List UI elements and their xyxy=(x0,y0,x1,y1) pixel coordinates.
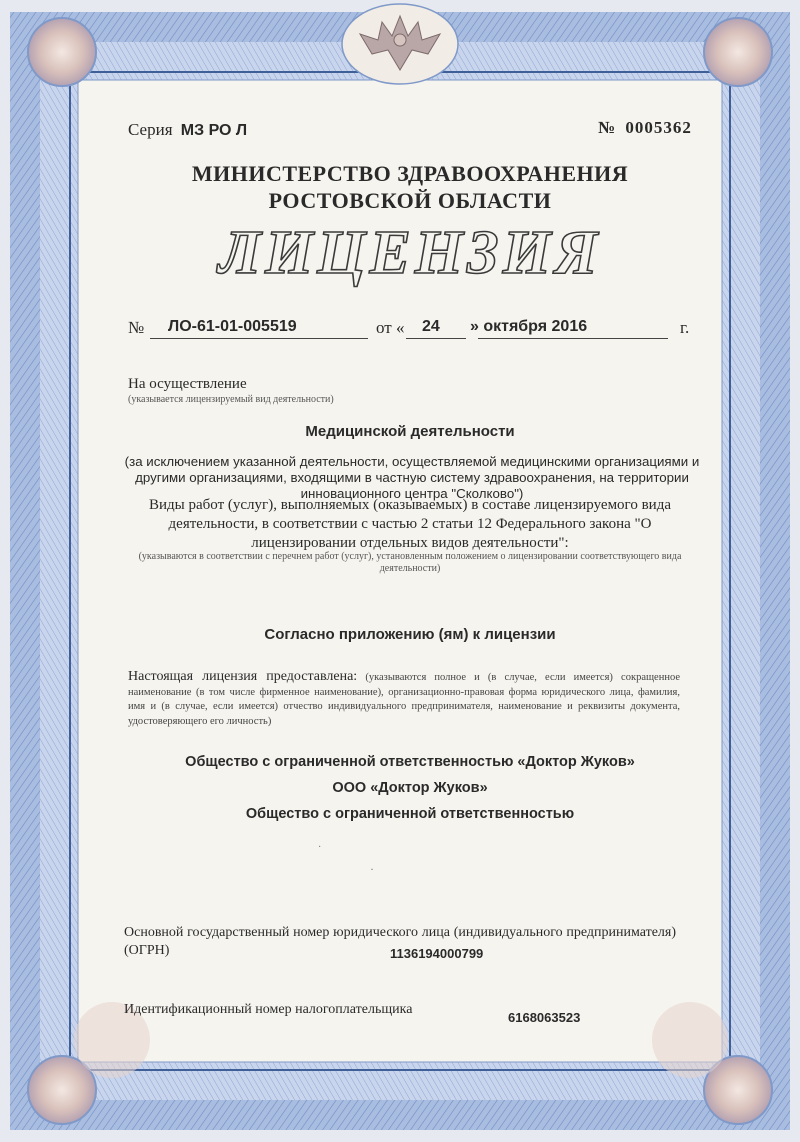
series-value: МЗ РО Л xyxy=(180,122,248,139)
date-month-year: » октября 2016 xyxy=(470,318,588,335)
inn-label: Идентификационный номер налогоплательщика xyxy=(124,1002,413,1017)
org-form: Общество с ограниченной ответственностью xyxy=(245,806,575,822)
stray-mark: · xyxy=(318,842,322,853)
ministry-line1: МИНИСТЕРСТВО ЗДРАВООХРАНЕНИЯ xyxy=(191,161,629,186)
ogrn-value: 1136194000799 xyxy=(390,946,484,961)
license-no-label: № xyxy=(128,318,145,337)
form-number-value: 0005362 xyxy=(625,118,692,137)
coat-of-arms-icon xyxy=(342,4,458,84)
org-full-name: Общество с ограниченной ответственностью «Доктор Жуков» xyxy=(185,754,635,770)
rosette-top-left xyxy=(28,18,96,86)
works-hint: (указываются в соответствии с перечнем работ (услуг), установленным положением о лицензировании соответствующего вида деятельности) xyxy=(138,551,682,574)
date-month-underline xyxy=(478,338,668,339)
license-no-value: ЛО-61-01-005519 xyxy=(168,318,297,335)
activity-hint: (указывается лицензируемый вид деятельности) xyxy=(128,394,334,405)
series-line xyxy=(128,120,247,140)
document-title: ЛИЦЕНЗИЯ xyxy=(218,219,602,287)
granted-label: Настоящая лицензия предоставлена: xyxy=(128,669,358,684)
form-number xyxy=(598,118,692,138)
ogrn-label: Основной государственный номер юридического лица (индивидуального предпринимателя) (ОГРН) xyxy=(124,925,676,958)
date-day: 24 xyxy=(422,318,440,335)
watermark-rosette-right xyxy=(652,1002,728,1078)
works-value: Согласно приложению (ям) к лицензии xyxy=(264,626,556,643)
form-number-label: № xyxy=(598,118,616,137)
date-from-label: от « xyxy=(376,318,405,337)
inn-value: 6168063523 xyxy=(508,1010,581,1025)
rosette-top-right xyxy=(704,18,772,86)
works-text: Виды работ (услуг), выполняемых (оказываемых) в составе лицензируемого вида деятельности, в соответствии с частью 2 статьи 12 Федерального закона "О лицензировании отдельных видов деятельности": xyxy=(149,497,671,551)
activity-exception: (за исключением указанной деятельности, осуществляемой медицинскими организациями и другими организациями, входящими в частную систему здравоохранения, на территории инновационного центра "Сколково") xyxy=(124,454,700,501)
ministry-name xyxy=(120,160,700,214)
activity-value: Медицинской деятельности xyxy=(305,423,515,440)
granted-hint: (указываются полное и (в случае, если имеется) сокращенное наименование (в том числе фирменное наименование), организационно-правовая форма юридического лица, фамилия, имя и (в случае, если имеется) отчество индивидуального предпринимателя, наименование и реквизиты документа, удостоверяющего его личность) xyxy=(128,672,680,727)
date-suffix: г. xyxy=(680,318,690,337)
granted-block xyxy=(128,670,680,729)
date-day-underline xyxy=(406,338,466,339)
ministry-line2: РОСТОВСКОЙ ОБЛАСТИ xyxy=(268,188,552,213)
activity-label: На осуществление xyxy=(128,376,247,392)
license-no-underline xyxy=(150,338,368,339)
series-label: Серия xyxy=(128,120,173,139)
org-short-name: ООО «Доктор Жуков» xyxy=(332,780,488,796)
stray-mark: · xyxy=(370,862,374,876)
